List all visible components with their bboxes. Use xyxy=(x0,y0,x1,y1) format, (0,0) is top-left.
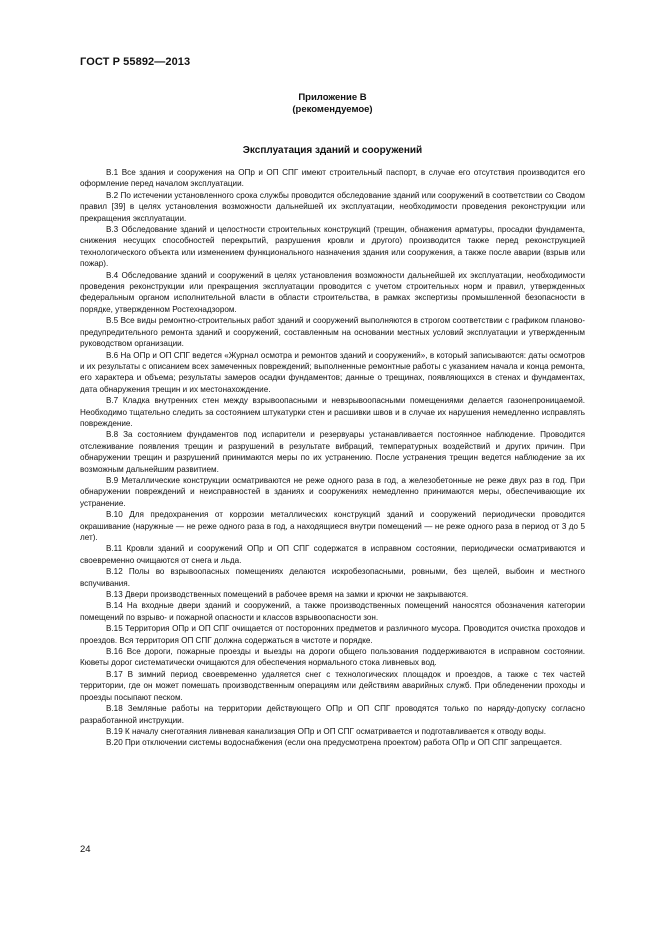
paragraph-b6: В.6 На ОПр и ОП СПГ ведется «Журнал осмотра и ремонтов зданий и сооружений», в который записываются: даты осмотров и их результаты с описанием всех замеченных повреждений; выполненные ремонтные работы с указанием начала и конца ремонта, его характера и объема; результаты замеров осадки фундаментов; данные о трещинах, появляющихся в стенах и фундаментах, дата обнаружения трещин и их местонахождение. xyxy=(80,350,585,394)
paragraph-b19: В.19 К началу снеготаяния ливневая канализация ОПр и ОП СПГ осматривается и подготавливается к отводу воды. xyxy=(106,726,547,736)
document-header: ГОСТ Р 55892—2013 xyxy=(80,56,191,68)
paragraph-b13: В.13 Двери производственных помещений в рабочее время на замки и крючки не закрываются. xyxy=(106,590,469,600)
paragraph-b10: В.10 Для предохранения от коррозии металлических конструкций зданий и сооружений периодически проводится окрашивание (наружные — не реже одного раза в год, а находящиеся внутри помещений — не реже одного раза в период от 3 до 5 лет). xyxy=(80,510,585,542)
paragraph-b1: В.1 Все здания и сооружения на ОПр и ОП СПГ имеют строительный паспорт, в случае его отсутствия производится его оформление перед началом эксплуатации. xyxy=(80,168,585,189)
paragraph-b3: В.3 Обследование зданий и целостности строительных конструкций (трещин, обнажения арматуры, просадки фундамента, снижения несущих способностей перекрытий, разрушения кровли и другого) производится также перед реконструкцией технологического объекта или изменением функционального назначения здания или сооружения, а также после аварии (взрыв или пожар). xyxy=(80,225,585,269)
paragraph-b11: В.11 Кровли зданий и сооружений ОПр и ОП СПГ содержатся в исправном состоянии, периодически осматриваются и своевременно очищаются от снега и льда. xyxy=(80,544,585,565)
paragraph-b15: В.15 Территория ОПр и ОП СПГ очищается от посторонних предметов и различного мусора. Проводится очистка проходов и проездов. Вся территория ОП СПГ должна содержаться в чистоте и порядке. xyxy=(80,624,585,645)
paragraph-b5: В.5 Все виды ремонтно-строительных работ зданий и сооружений выполняются в строгом соответствии с графиком планово-предупредительного ремонта зданий и сооружений, составленным на основании местных условий эксплуатации и утвержденным руководством организации. xyxy=(80,316,585,349)
appendix-heading xyxy=(80,92,585,116)
appendix-subtitle: (рекомендуемое) xyxy=(292,104,373,115)
paragraph-b12: В.12 Полы во взрывоопасных помещениях делаются искробезопасными, ровными, без щелей, выбоин и местного вспучивания. xyxy=(80,567,585,588)
paragraph-b4: В.4 Обследование зданий и сооружений в целях установления возможности дальнейшей их эксплуатации, необходимости проведения реконструкции или прекращения эксплуатации проводится с учетом строительных норм и правил, утвержденных федеральным органом исполнительной власти в области строительства, в рамках экспертизы промышленной безопасности в порядке, утвержденном Ростехнадзором. xyxy=(80,270,585,314)
paragraph-b14: В.14 На входные двери зданий и сооружений, а также производственных помещений наносятся обозначения категории помещений по взрыво- и пожарной опасности и классов взрывоопасности зон. xyxy=(80,601,585,622)
paragraph-b16: В.16 Все дороги, пожарные проезды и выезды на дороги общего пользования поддерживаются в исправном состоянии. Кюветы дорог систематически очищаются для обеспечения нормального стока ливневых вод. xyxy=(80,647,585,668)
appendix-title: Приложение В xyxy=(298,92,367,103)
paragraph-b20: В.20 При отключении системы водоснабжения (если она предусмотрена проектом) работа ОПр и ОП СПГ запрещается. xyxy=(106,738,562,748)
body-text xyxy=(80,167,585,749)
paragraph-b9: В.9 Металлические конструкции осматриваются не реже одного раза в год, а железобетонные не реже двух раз в год. При обнаружении повреждений и неисправностей в зданиях и сооружениях немедленно принимаются меры, обеспечивающие их устранение. xyxy=(80,475,585,508)
paragraph-b18: В.18 Земляные работы на территории действующего ОПр и ОП СПГ проводятся только по наряду-допуску согласно разработанной инструкции. xyxy=(80,704,585,725)
paragraph-b17: В.17 В зимний период своевременно удаляется снег с технологических площадок и проездов, а также с тех частей территории, где он может помешать производственным операциям или действиям аварийных служб. При обледенении проходы и проезды посыпают песком. xyxy=(80,669,585,702)
paragraph-b7: В.7 Кладка внутренних стен между взрывоопасными и невзрывоопасными помещениями делается газонепроницаемой. Необходимо тщательно следить за состоянием штукатурки стен и расшивки швов и в случае их нарушения немедленно исправлять повреждение. xyxy=(80,396,585,428)
page-number: 24 xyxy=(80,844,91,855)
paragraph-b2: В.2 По истечении установленного срока службы проводится обследование зданий или сооружений в соответствии со Сводом правил [39] в целях установления возможности дальнейшей их эксплуатации, необходимости проведения реконструкции или прекращения эксплуатации. xyxy=(80,190,585,223)
paragraph-b8: В.8 За состоянием фундаментов под испарители и резервуары устанавливается постоянное наблюдение. Проводится отслеживание появления трещин и разрушений в результате вибраций, температурных воздействий и других причин. При обнаружении трещин и разрушений принимаются меры по их устранению. После устранения трещин ведется наблюдение за их возможным дальнейшим развитием. xyxy=(80,430,585,474)
section-title: Эксплуатация зданий и сооружений xyxy=(242,145,423,156)
